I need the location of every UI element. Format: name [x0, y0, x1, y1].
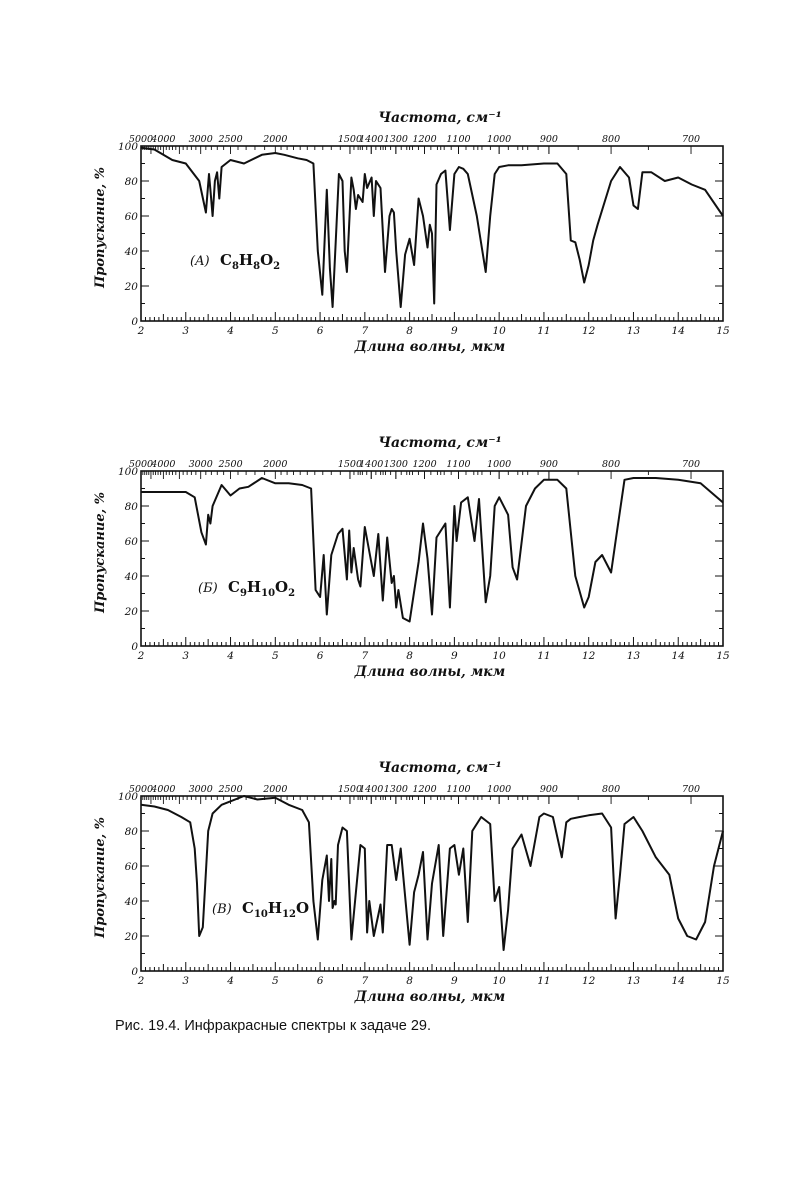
wavelength-tick-label: 5 [271, 975, 279, 987]
wavelength-tick-label: 14 [671, 325, 685, 337]
frequency-tick-label: 5000 [128, 134, 154, 145]
wavelength-tick-label: 11 [537, 975, 551, 987]
frequency-tick-label: 1300 [383, 459, 408, 470]
spectrum-chart-b [0, 425, 795, 755]
frequency-tick-label: 1400 [359, 784, 384, 795]
wavelength-tick-label: 4 [227, 650, 234, 662]
frequency-tick-label: 900 [539, 459, 558, 470]
frequency-tick-label: 1000 [487, 784, 512, 795]
wavelength-tick-label: 12 [582, 650, 596, 662]
frequency-tick-label: 1400 [359, 134, 384, 145]
wavelength-tick-label: 5 [271, 650, 279, 662]
wavelength-tick-label: 8 [406, 325, 413, 337]
wavelength-tick-label: 15 [716, 650, 730, 662]
frequency-tick-label: 1100 [446, 134, 471, 145]
transmittance-tick-label: 20 [124, 606, 138, 618]
wavelength-tick-label: 2 [137, 650, 145, 662]
transmittance-tick-label: 60 [124, 861, 138, 873]
frequency-tick-label: 1500 [337, 134, 363, 145]
compound-formula: $C_8H_8O_2$ [220, 251, 281, 272]
transmittance-tick-label: 0 [131, 316, 138, 328]
compound-tag: (A) [190, 254, 210, 269]
transmittance-tick-label: 100 [117, 141, 138, 153]
frequency-tick-label: 800 [602, 459, 621, 470]
frequency-tick-label: 1500 [337, 459, 363, 470]
frequency-tick-label: 3000 [188, 459, 213, 470]
frequency-tick-label: 1500 [337, 784, 363, 795]
transmittance-tick-label: 80 [124, 501, 138, 513]
frequency-tick-label: 1000 [487, 134, 512, 145]
wavelength-tick-label: 15 [716, 325, 730, 337]
wavelength-tick-label: 7 [361, 975, 369, 987]
frequency-tick-label: 1200 [412, 784, 437, 795]
wavelength-tick-label: 7 [361, 650, 369, 662]
frequency-tick-label: 2500 [218, 134, 243, 145]
frequency-tick-label: 700 [681, 784, 701, 795]
wavelength-tick-label: 14 [671, 650, 685, 662]
wavelength-tick-label: 4 [227, 325, 234, 337]
frequency-tick-label: 2500 [218, 784, 243, 795]
transmittance-tick-label: 40 [124, 246, 138, 258]
transmittance-tick-label: 60 [124, 211, 138, 223]
frequency-tick-label: 2000 [263, 459, 288, 470]
wavelength-tick-label: 15 [716, 975, 730, 987]
transmittance-axis-title: Пропускание, % [93, 166, 108, 289]
transmittance-tick-label: 40 [124, 896, 138, 908]
transmittance-tick-label: 0 [131, 966, 138, 978]
wavelength-tick-label: 10 [492, 975, 506, 987]
frequency-axis-title: Частота, см⁻¹ [378, 110, 502, 126]
frequency-tick-label: 2000 [263, 784, 288, 795]
wavelength-tick-label: 11 [537, 650, 551, 662]
frequency-tick-label: 1000 [487, 459, 512, 470]
frequency-tick-label: 1200 [412, 459, 437, 470]
transmittance-tick-label: 100 [117, 466, 138, 478]
wavelength-tick-label: 13 [626, 325, 641, 337]
frequency-tick-label: 1100 [446, 459, 471, 470]
frequency-tick-label: 800 [602, 134, 621, 145]
frequency-tick-label: 800 [602, 784, 621, 795]
wavelength-tick-label: 12 [582, 975, 596, 987]
wavelength-tick-label: 10 [492, 325, 506, 337]
spectrum-chart-a [0, 100, 795, 430]
wavelength-tick-label: 13 [626, 650, 641, 662]
spectrum-line [141, 796, 723, 950]
transmittance-tick-label: 100 [117, 791, 138, 803]
frequency-tick-label: 900 [539, 784, 558, 795]
wavelength-tick-label: 3 [182, 325, 190, 337]
frequency-tick-label: 3000 [188, 134, 213, 145]
frequency-tick-label: 2000 [263, 134, 288, 145]
transmittance-tick-label: 20 [124, 281, 138, 293]
frequency-tick-label: 4000 [151, 784, 176, 795]
wavelength-tick-label: 13 [626, 975, 641, 987]
transmittance-tick-label: 60 [124, 536, 138, 548]
plot-frame [141, 471, 723, 646]
wavelength-tick-label: 14 [671, 975, 685, 987]
wavelength-tick-label: 3 [182, 975, 190, 987]
compound-formula: $C_9H_{10}O_2$ [228, 578, 296, 599]
frequency-tick-label: 4000 [151, 134, 176, 145]
frequency-tick-label: 3000 [188, 784, 213, 795]
wavelength-tick-label: 10 [492, 650, 506, 662]
frequency-tick-label: 900 [539, 134, 558, 145]
frequency-tick-label: 1100 [446, 784, 471, 795]
spectrum-line [141, 148, 723, 307]
transmittance-tick-label: 40 [124, 571, 138, 583]
transmittance-tick-label: 20 [124, 931, 138, 943]
wavelength-axis-title: Длина волны, мкм [354, 339, 506, 355]
frequency-axis-title: Частота, см⁻¹ [378, 435, 502, 451]
wavelength-tick-label: 9 [451, 650, 458, 662]
frequency-tick-label: 5000 [128, 784, 154, 795]
wavelength-tick-label: 8 [406, 975, 413, 987]
transmittance-tick-label: 80 [124, 826, 138, 838]
wavelength-tick-label: 3 [182, 650, 190, 662]
frequency-axis-title: Частота, см⁻¹ [378, 760, 502, 776]
wavelength-tick-label: 8 [406, 650, 413, 662]
frequency-tick-label: 700 [681, 459, 701, 470]
compound-tag: (Б) [198, 581, 218, 596]
wavelength-tick-label: 6 [316, 325, 324, 337]
frequency-tick-label: 1300 [383, 784, 408, 795]
wavelength-axis-title: Длина волны, мкм [354, 989, 506, 1005]
frequency-tick-label: 1200 [412, 134, 437, 145]
wavelength-tick-label: 9 [451, 975, 458, 987]
wavelength-tick-label: 2 [137, 975, 145, 987]
frequency-tick-label: 5000 [128, 459, 154, 470]
frequency-tick-label: 700 [681, 134, 701, 145]
wavelength-tick-label: 9 [451, 325, 458, 337]
transmittance-tick-label: 0 [131, 641, 138, 653]
wavelength-tick-label: 12 [582, 325, 596, 337]
frequency-tick-label: 4000 [151, 459, 176, 470]
transmittance-axis-title: Пропускание, % [93, 491, 108, 614]
wavelength-tick-label: 7 [361, 325, 369, 337]
frequency-tick-label: 1300 [383, 134, 408, 145]
wavelength-tick-label: 5 [271, 325, 279, 337]
figure-caption: Рис. 19.4. Инфракрасные спектры к задаче 29. [115, 1018, 432, 1034]
spectrum-line [141, 478, 723, 622]
wavelength-tick-label: 4 [227, 975, 234, 987]
wavelength-tick-label: 2 [137, 325, 145, 337]
wavelength-axis-title: Длина волны, мкм [354, 664, 506, 680]
frequency-tick-label: 1400 [359, 459, 384, 470]
compound-formula: $C_{10}H_{12}O$ [242, 899, 310, 920]
compound-tag: (В) [212, 902, 232, 917]
transmittance-axis-title: Пропускание, % [93, 816, 108, 939]
wavelength-tick-label: 6 [316, 650, 324, 662]
transmittance-tick-label: 80 [124, 176, 138, 188]
frequency-tick-label: 2500 [218, 459, 243, 470]
wavelength-tick-label: 6 [316, 975, 324, 987]
wavelength-tick-label: 11 [537, 325, 551, 337]
